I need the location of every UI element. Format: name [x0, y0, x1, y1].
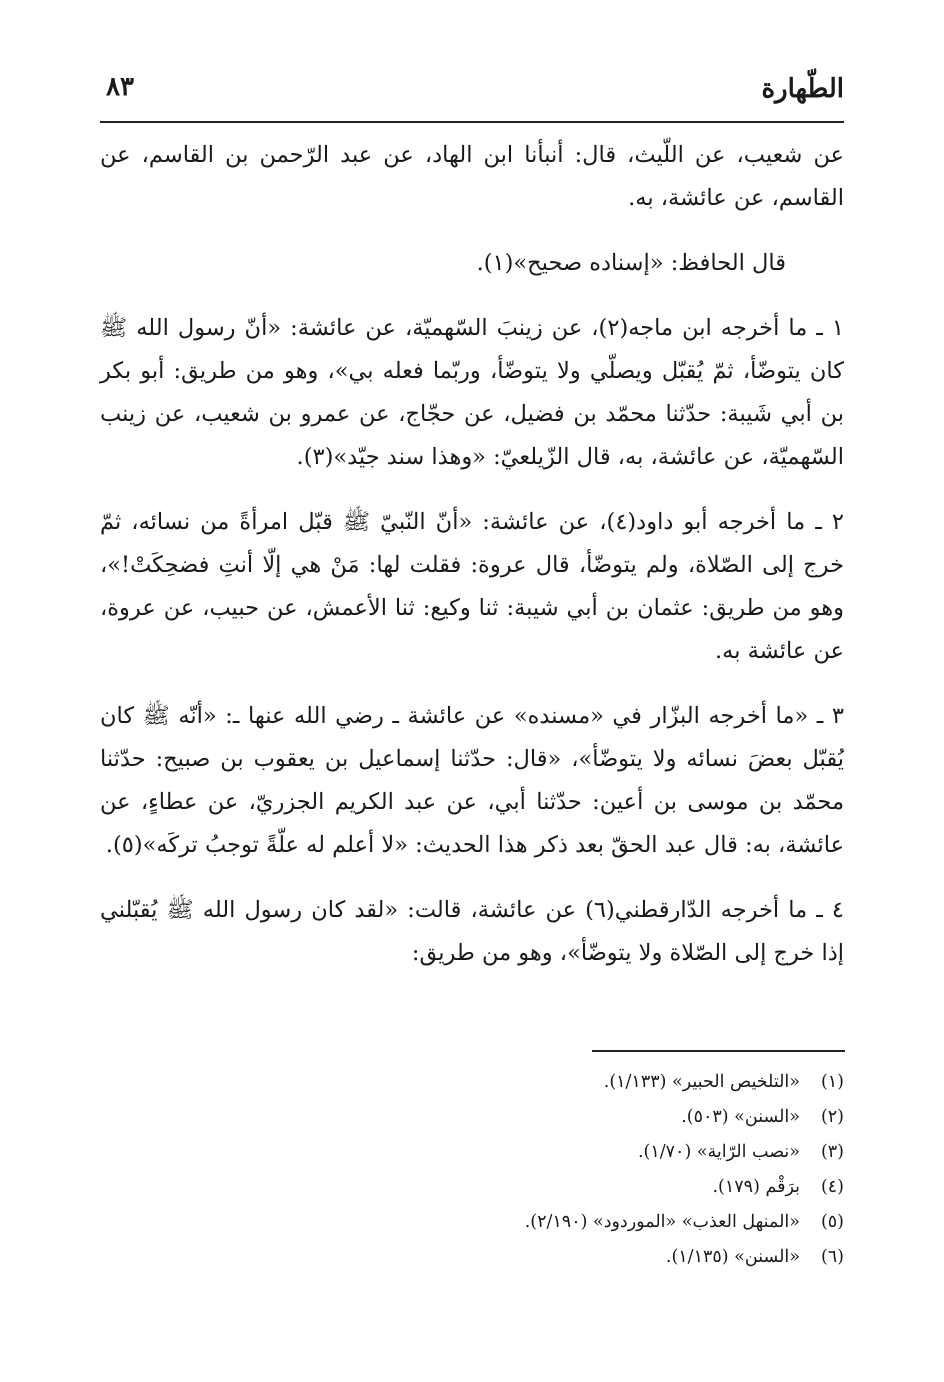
paragraph-item-2: ٢ ـ ما أخرجه أبو داود(٤)، عن عائشة: «أنّ النّبيّ ﷺ قبّل امرأةً من نسائه، ثمّ خرج إلى الصّلاة، ولم يتوضّأ، قال عروة: فقلت لها: مَنْ هي إلّا أنتِ فضحِكَتْ!»، وهو من طريق: عثمان بن أبي شيبة: ثنا وكيع: ثنا الأعمش، عن حبيب، عن عروة، عن عائشة به. [100, 509, 844, 664]
main-text [100, 134, 844, 975]
footnote-separator [592, 1050, 845, 1052]
footnote-text: «المنهل العذب» «الموردود» (٢/١٩٠). [524, 1212, 800, 1232]
paragraph-item-3: ٣ ـ «ما أخرجه البزّار في «مسنده» عن عائشة ـ رضي الله عنها ـ: «أنّه ﷺ كان يُقبّل بعضَ نسائه ولا يتوضّأ»، «قال: حدّثنا إسماعيل بن يعقوب بن صبيح: حدّثنا محمّد بن موسى بن أعين: حدّثنا أبي، عن عبد الكريم الجزريّ، عن عطاءٍ، عن عائشة، به: قال عبد الحقّ بعد ذكر هذا الحديث: «لا أعلم له علّةً توجبُ تركَه»(٥). [100, 703, 844, 858]
footnote-number: (٦) [820, 1247, 844, 1267]
footnote-text: «السنن» (١/١٣٥). [665, 1247, 800, 1267]
footnote-number: (٣) [820, 1142, 844, 1162]
paragraph-item-4: ٤ ـ ما أخرجه الدّارقطني(٦) عن عائشة، قالت: «لقد كان رسول الله ﷺ يُقبّلني إذا خرج إلى الصّلاة ولا يتوضّأ»، وهو من طريق: [100, 897, 844, 966]
footnote-text: «نصب الرّاية» (١/٧٠). [637, 1142, 800, 1162]
footnote [244, 1135, 844, 1170]
footnote [244, 1240, 844, 1275]
chapter-title: الطّهارة [761, 74, 844, 104]
paragraph-item-1: ١ ـ ما أخرجه ابن ماجه(٢)، عن زينبَ السّهميّة، عن عائشة: «أنّ رسول الله ﷺ كان يتوضّأ، ثمّ يُقبّل ويصلّي ولا يتوضّأ، وربّما فعله بي»، وهو من طريق: أبو بكر بن أبي شَيبة: حدّثنا محمّد بن فضيل، عن حجّاج، عن عمرو بن شعيب، عن زينب السّهميّة، عن عائشة، به، قال الزّيلعيّ: «وهذا سند جيّد»(٣). [100, 315, 844, 470]
footnotes [244, 1065, 844, 1275]
footnote-text: «التلخيص الحبير» (١/١٣٣). [603, 1072, 800, 1092]
footnote-number: (٤) [820, 1177, 844, 1197]
footnote-number: (٥) [820, 1212, 844, 1232]
paragraph-hafiz-quote: قال الحافظ: «إسناده صحيح»(١). [476, 250, 786, 276]
footnote [244, 1170, 844, 1205]
footnote-text: «السنن» (٥٠٣). [681, 1107, 800, 1127]
footnote-number: (٢) [820, 1107, 844, 1127]
footnote [244, 1065, 844, 1100]
footnote-number: (١) [820, 1072, 844, 1092]
page-number: ٨٣ [106, 72, 134, 102]
header-rule [100, 121, 844, 123]
footnote [244, 1205, 844, 1240]
page-header [100, 68, 844, 118]
footnote-text: برَقْم (١٧٩). [712, 1177, 800, 1197]
footnote [244, 1100, 844, 1135]
paragraph-continuation: عن شعيب، عن اللّيث، قال: أنبأنا ابن الهاد، عن عبد الرّحمن بن القاسم، عن القاسم، عن عائشة، به. [100, 142, 844, 211]
